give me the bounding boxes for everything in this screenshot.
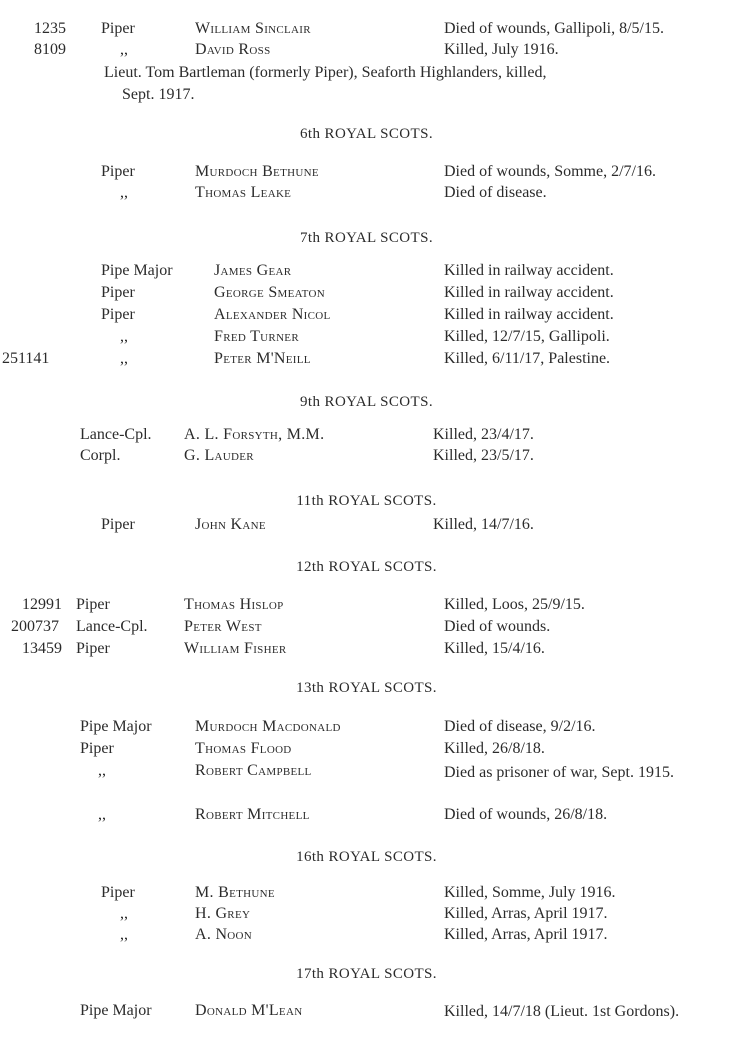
section-heading: 13th ROYAL SCOTS. (296, 680, 437, 696)
soldier-name: Fred Turner (214, 328, 299, 345)
soldier-name: David Ross (195, 41, 271, 58)
section-heading: 17th ROYAL SCOTS. (296, 966, 437, 982)
soldier-name: Peter M'Neill (214, 350, 311, 367)
soldier-name: Donald M'Lean (195, 1002, 303, 1019)
fate: Killed, Loos, 25/9/15. (444, 596, 585, 613)
soldier-name: A. L. Forsyth, M.M. (184, 426, 325, 443)
soldier-name: George Smeaton (214, 284, 325, 301)
soldier-name: G. Lauder (184, 447, 254, 464)
soldier-name: A. Noon (195, 926, 253, 943)
fate: Killed, July 1916. (444, 41, 559, 58)
soldier-name: Thomas Flood (195, 740, 292, 757)
soldier-name: Robert Mitchell (195, 806, 310, 823)
rank: Piper (101, 163, 135, 180)
fate: Died of disease, 9/2/16. (444, 718, 596, 735)
fate: Killed in railway accident. (444, 284, 614, 301)
soldier-name: Alexander Nicol (214, 306, 331, 323)
rank: ,, (120, 905, 128, 922)
rank: ,, (120, 350, 128, 367)
section-heading: 16th ROYAL SCOTS. (296, 849, 437, 865)
service-number: 251141 (2, 350, 50, 367)
soldier-name: William Fisher (184, 640, 287, 657)
fate: Killed, Arras, April 1917. (444, 926, 608, 943)
rank: Piper (76, 596, 110, 613)
fate: Killed, 15/4/16. (444, 640, 545, 657)
fate: Killed, 14/7/18 (Lieut. 1st Gordons). (444, 1003, 680, 1020)
fate: Killed, 23/4/17. (433, 426, 534, 443)
rank: Piper (101, 306, 135, 323)
rank: ,, (98, 806, 106, 823)
rank: Piper (80, 740, 114, 757)
soldier-name: M. Bethune (195, 884, 275, 901)
section-heading: 11th ROYAL SCOTS. (296, 493, 437, 509)
soldier-name: H. Grey (195, 905, 251, 922)
soldier-name: John Kane (195, 516, 266, 533)
rank: Pipe Major (101, 262, 173, 279)
service-number: 12991 (22, 596, 62, 613)
service-number: 8109 (34, 41, 66, 58)
rank: Pipe Major (80, 718, 152, 735)
soldier-name: James Gear (214, 262, 292, 279)
rank: Piper (101, 884, 135, 901)
rank: ,, (120, 41, 128, 58)
section-heading: 7th ROYAL SCOTS. (300, 230, 433, 246)
fate: Killed, 23/5/17. (433, 447, 534, 464)
rank: Pipe Major (80, 1002, 152, 1019)
service-number: 200737 (11, 618, 59, 635)
fate: Killed in railway accident. (444, 306, 614, 323)
soldier-name: Peter West (184, 618, 262, 635)
rank: Lance-Cpl. (80, 426, 152, 443)
fate: Died of disease. (444, 184, 547, 201)
fate: Died of wounds, Somme, 2/7/16. (444, 163, 656, 180)
rank: Corpl. (80, 447, 121, 464)
service-number: 1235 (34, 20, 66, 37)
fate: Killed in railway accident. (444, 262, 614, 279)
fate: Died of wounds, Gallipoli, 8/5/15. (444, 20, 664, 37)
rank: ,, (120, 328, 128, 345)
fate: Killed, 12/7/15, Gallipoli. (444, 328, 610, 345)
soldier-name: Thomas Hislop (184, 596, 284, 613)
rank: Piper (101, 20, 135, 37)
fate: Killed, Somme, July 1916. (444, 884, 616, 901)
rank: ,, (120, 184, 128, 201)
soldier-name: William Sinclair (195, 20, 311, 37)
fate: Died as prisoner of war, Sept. 1915. (444, 764, 674, 781)
note-line: Sept. 1917. (122, 86, 195, 103)
soldier-name: Murdoch Bethune (195, 163, 319, 180)
fate: Killed, 26/8/18. (444, 740, 545, 757)
section-heading: 6th ROYAL SCOTS. (300, 126, 433, 142)
soldier-name: Murdoch Macdonald (195, 718, 341, 735)
soldier-name: Thomas Leake (195, 184, 292, 201)
fate: Killed, 6/11/17, Palestine. (444, 350, 611, 367)
rank: Piper (76, 640, 110, 657)
fate: Killed, 14/7/16. (433, 516, 534, 533)
rank: Piper (101, 516, 135, 533)
rank: Piper (101, 284, 135, 301)
rank: ,, (120, 926, 128, 943)
fate: Died of wounds. (444, 618, 551, 635)
note-line: Lieut. Tom Bartleman (formerly Piper), Seaforth Highlanders, killed, (104, 64, 547, 81)
rank: Lance-Cpl. (76, 618, 148, 635)
fate: Died of wounds, 26/8/18. (444, 806, 608, 823)
section-heading: 12th ROYAL SCOTS. (296, 559, 437, 575)
fate: Killed, Arras, April 1917. (444, 905, 608, 922)
section-heading: 9th ROYAL SCOTS. (300, 394, 433, 410)
service-number: 13459 (22, 640, 62, 657)
soldier-name: Robert Campbell (195, 762, 312, 779)
rank: ,, (98, 762, 106, 779)
